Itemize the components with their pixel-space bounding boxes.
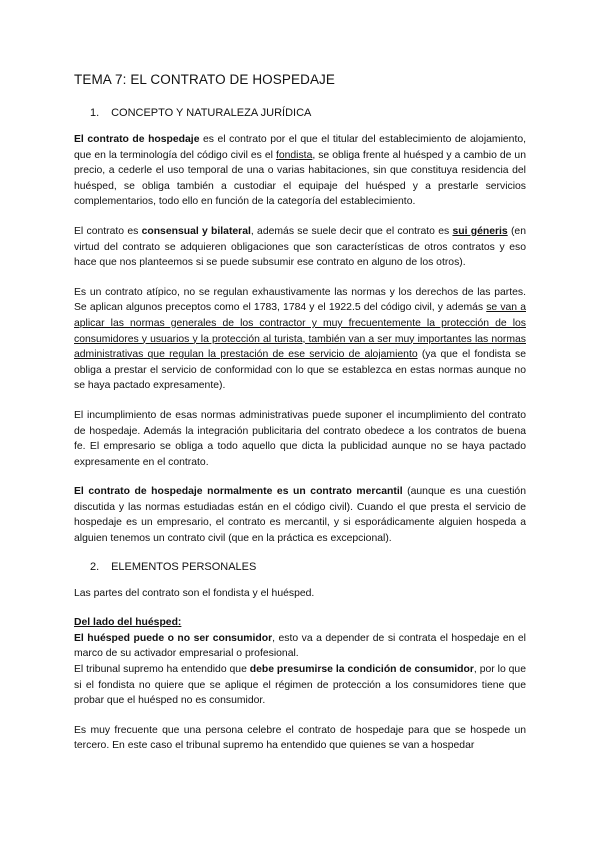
text: (aunque es una cuestión discutida y las normas estudiadas están en el código civil). Cuando el que presta el servicio de hospedaje es un empresario, el contrato es mercantil, y si esporádicamente alguien hospeda a alguien tenemos un contrato civil (que en la práctica es excepcional). xyxy=(74,486,526,545)
paragraph-parties: Las partes del contrato son el fondista y el huésped. xyxy=(74,587,315,599)
section-heading-1 xyxy=(74,107,526,119)
paragraph-breach: El incumplimiento de esas normas administrativas puede suponer el incumplimiento del contrato de hospedaje. Además la integración publicitaria del contrato obedece a los contratos de buena fe. El empresario se obliga a todo aquello que dicta la publicidad aunque no se haya pactado expresamente en el contrato. xyxy=(74,409,526,468)
paragraph-supreme-court xyxy=(74,662,526,709)
bold-text: El contrato de hospedaje normalmente es un contrato mercantil xyxy=(74,486,403,498)
paragraph-mercantile xyxy=(74,484,526,546)
section-heading-2 xyxy=(74,561,526,573)
bold-text: debe presumirse la condición de consumidor xyxy=(249,664,474,676)
document-title: TEMA 7: EL CONTRATO DE HOSPEDAJE xyxy=(74,72,336,87)
text: es el contrato por el que el titular del establecimiento de alojamiento, que en la terminología del código civil es el xyxy=(74,134,526,161)
paragraph-nature xyxy=(74,224,526,271)
text: , además se suele decir que el contrato es xyxy=(250,225,453,237)
text: (ya que el fondista se obliga a prestar el servicio de conformidad con lo que se establezca en estas normas aunque no se haya pactado expresamente). xyxy=(74,349,526,392)
text: , por lo que si el fondista no quiere que se aplique el régimen de protección a los consumidores tiene que probar que el huésped no es consumidor. xyxy=(74,664,526,707)
underlined-text: fondista xyxy=(275,149,313,161)
paragraph-third-party: Es muy frecuente que una persona celebre el contrato de hospedaje para que se hospede un tercero. En este caso el tribunal supremo ha entendido que quienes se van a hospedar xyxy=(74,724,526,752)
section-title: ELEMENTOS PERSONALES xyxy=(111,560,257,573)
text: Es un contrato atípico, no se regulan exhaustivamente las normas y los derechos de las partes. Se aplican algunos preceptos como el 1783, 1784 y el 1922.5 del código civil, y además xyxy=(74,286,526,314)
paragraph-definition xyxy=(74,132,526,210)
section-title: CONCEPTO Y NATURALEZA JURÍDICA xyxy=(111,107,312,119)
text: El contrato es xyxy=(74,225,142,237)
document-page xyxy=(74,72,526,768)
text: , esto va a depender de si contrata el hospedaje en el marco de su activador empresarial o profesional. xyxy=(74,632,526,660)
bold-text: El contrato de hospedaje xyxy=(74,134,200,145)
bold-text: consensual y bilateral xyxy=(141,225,251,237)
paragraph-atypical xyxy=(74,285,526,394)
section-number: 2. xyxy=(90,560,100,573)
bold-underlined-text: sui géneris xyxy=(452,225,508,237)
underlined-text: se van a aplicar las normas generales de los contractor y muy frecuentemente la protección de los consumidores y usuarios y la protección al turista, también van a ser muy importantes las normas administrativas que regulan la prestación de ese servicio de alojamiento xyxy=(74,302,526,361)
text: El tribunal supremo ha entendido que xyxy=(74,664,250,676)
text: (en virtud del contrato se adquieren obligaciones que son características de otros contratos y eso hace que nos planteemos si se puede subsumir ese contrato en alguno de los otros). xyxy=(74,225,526,269)
bold-text: El huésped puede o no ser consumidor xyxy=(74,632,273,644)
text: , se obliga frente al huésped y a cambio de un precio, a cederle el uso temporal de una o varias habitaciones, sin que constituya residencia del huésped, se obliga también a custodiar el equipaje del huésped y a prestarle servicios complementarios, todo ello en función de la categoría del establecimiento. xyxy=(74,149,526,208)
paragraph-consumer xyxy=(74,631,526,662)
section-number: 1. xyxy=(90,107,100,119)
subheading-guest-side: Del lado del huésped: xyxy=(74,617,182,629)
